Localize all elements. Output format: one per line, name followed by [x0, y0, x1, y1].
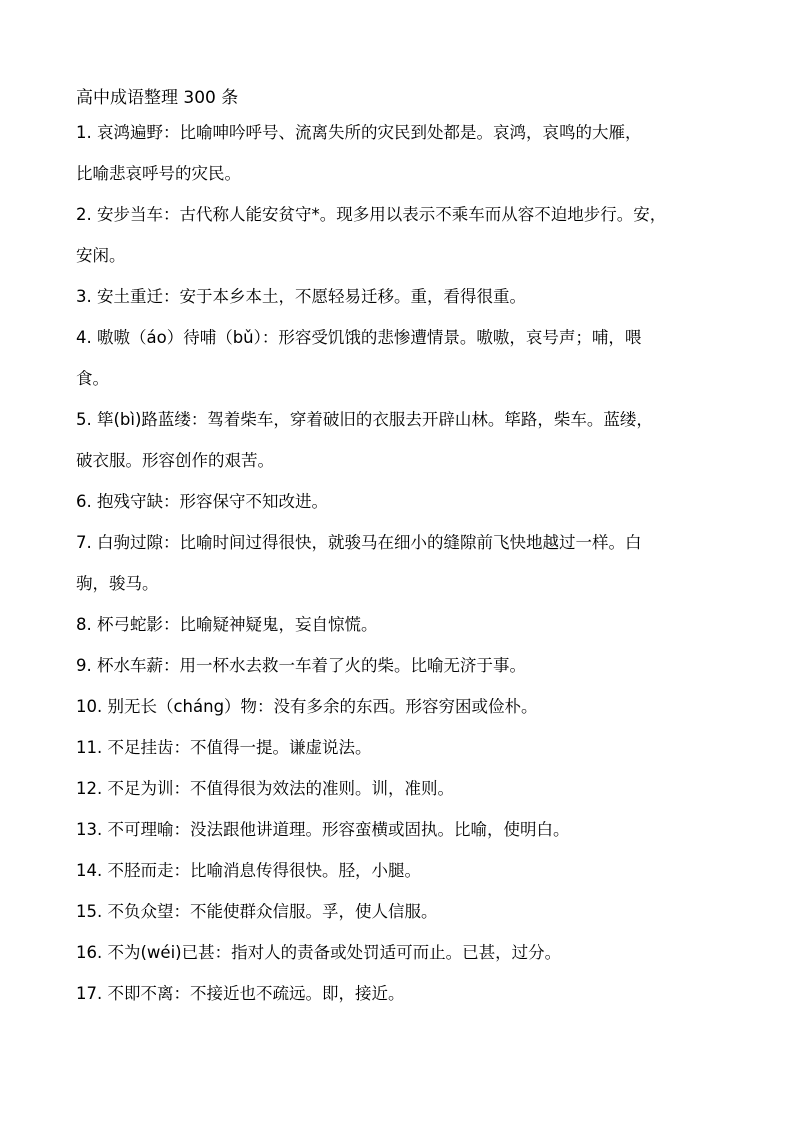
idiom-entry-line: 1. 哀鸿遍野：比喻呻吟呼号、流离失所的灾民到处都是。哀鸿，哀鸣的大雁， [76, 123, 642, 142]
idiom-entry-line: 比喻悲哀呼号的灾民。 [76, 164, 241, 183]
idiom-entry-line: 17. 不即不离：不接近也不疏远。即，接近。 [76, 984, 405, 1003]
idiom-entry-line: 10. 别无长（cháng）物：没有多余的东西。形容穷困或俭朴。 [76, 697, 538, 716]
idiom-entry-line: 6. 抱残守缺：形容保守不知改进。 [76, 492, 328, 511]
idiom-entry-line: 4. 嗷嗷（áo）待哺（bǔ）：形容受饥饿的悲惨遭情景。嗷嗷，哀号声；哺，喂 [76, 328, 642, 347]
idiom-entry-line: 16. 不为(wéi)已甚：指对人的责备或处罚适可而止。已甚，过分。 [76, 943, 562, 962]
idiom-entry-line: 11. 不足挂齿：不值得一提。谦虚说法。 [76, 738, 372, 757]
idiom-entry [76, 902, 721, 922]
idiom-entry [76, 123, 721, 184]
idiom-entry-line: 12. 不足为训：不值得很为效法的准则。训，准则。 [76, 779, 454, 798]
idiom-entry [76, 287, 721, 307]
idiom-entry [76, 205, 721, 266]
idiom-list [76, 123, 721, 1004]
idiom-entry [76, 861, 721, 881]
idiom-entry-line: 7. 白驹过隙：比喻时间过得很快，就骏马在细小的缝隙前飞快地越过一样。白 [76, 533, 642, 552]
idiom-entry-line: 13. 不可理喻：没法跟他讲道理。形容蛮横或固执。比喻，使明白。 [76, 820, 570, 839]
idiom-entry-line: 8. 杯弓蛇影：比喻疑神疑鬼，妄自惊慌。 [76, 615, 378, 634]
idiom-entry [76, 984, 721, 1004]
idiom-entry [76, 410, 721, 471]
idiom-entry [76, 492, 721, 512]
idiom-entry-line: 食。 [76, 369, 109, 388]
idiom-entry-line: 9. 杯水车薪：用一杯水去救一车着了火的柴。比喻无济于事。 [76, 656, 526, 675]
idiom-entry [76, 533, 721, 594]
idiom-entry-line: 安闲。 [76, 246, 126, 265]
idiom-entry-line: 3. 安土重迁：安于本乡本土，不愿轻易迁移。重，看得很重。 [76, 287, 526, 306]
idiom-entry [76, 656, 721, 676]
idiom-entry [76, 328, 721, 389]
document-title: 高中成语整理 300 条 [76, 88, 239, 108]
idiom-entry-line: 14. 不胫而走：比喻消息传得很快。胫，小腿。 [76, 861, 421, 880]
idiom-entry [76, 697, 721, 717]
idiom-entry [76, 615, 721, 635]
idiom-entry [76, 820, 721, 840]
idiom-entry [76, 738, 721, 758]
idiom-entry [76, 943, 721, 963]
idiom-entry-line: 驹，骏马。 [76, 574, 159, 593]
idiom-entry-line: 2. 安步当车：古代称人能安贫守*。现多用以表示不乘车而从容不迫地步行。安， [76, 205, 667, 224]
idiom-entry [76, 779, 721, 799]
idiom-entry-line: 破衣服。形容创作的艰苦。 [76, 451, 274, 470]
idiom-entry-line: 15. 不负众望：不能使群众信服。孚，使人信服。 [76, 902, 438, 921]
idiom-entry-line: 5. 筚(bì)路蓝缕：驾着柴车，穿着破旧的衣服去开辟山林。筚路，柴车。蓝缕， [76, 410, 653, 429]
